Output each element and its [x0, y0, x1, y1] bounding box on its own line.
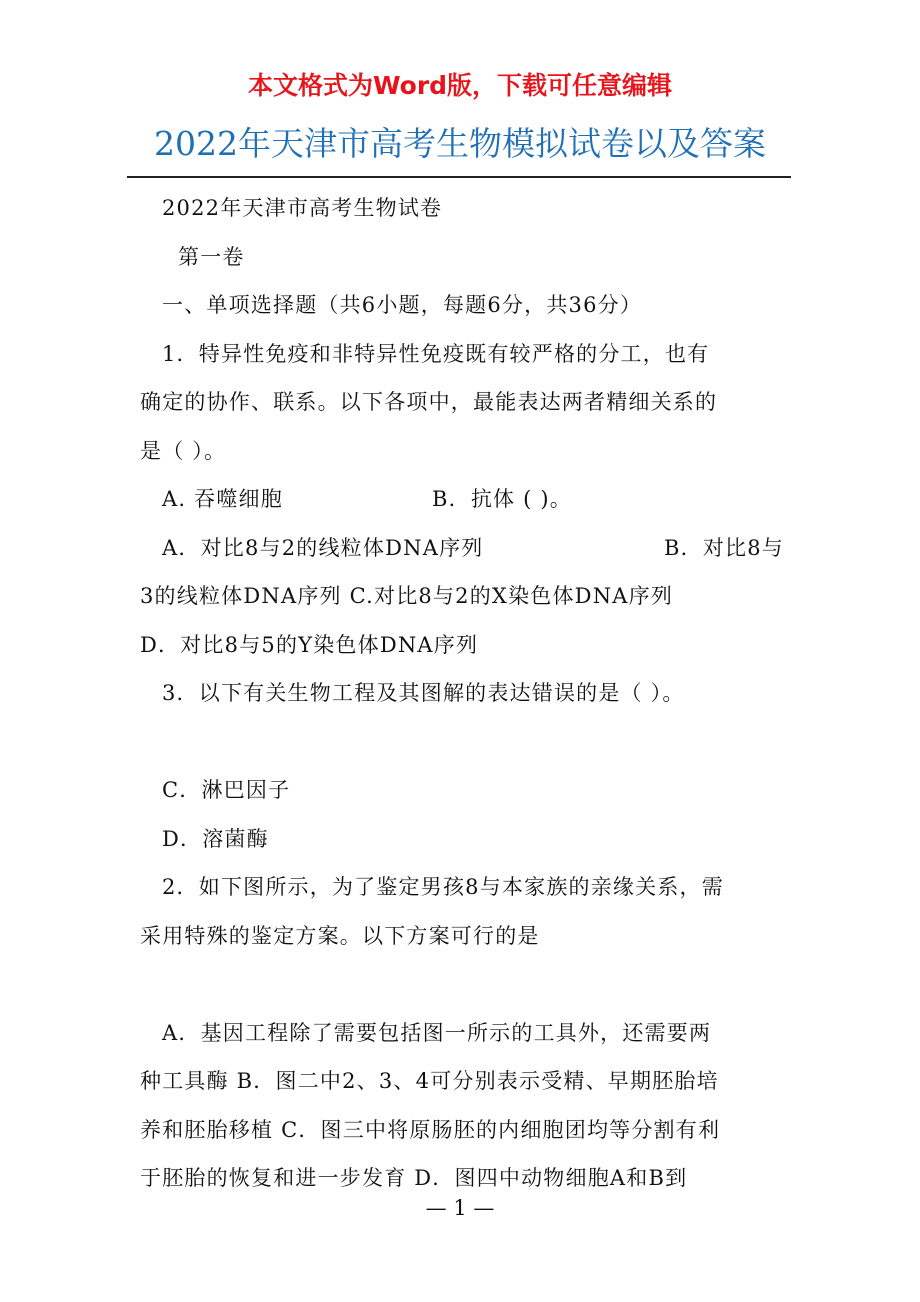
q1-stem-line2: 确定的协作、联系。以下各项中，最能表达两者精细关系的 [140, 390, 718, 414]
q3-options-line4: 于胚胎的恢复和进一步发育 D．图四中动物细胞A和B到 [140, 1166, 688, 1190]
document-title: 2022年天津市高考生物模拟试卷以及答案 [154, 124, 766, 163]
q3-options-line1: A．基因工程除了需要包括图一所示的工具外，还需要两 [162, 1020, 712, 1045]
document-body [140, 184, 784, 1203]
q1-option-c: C．淋巴因子 [162, 778, 291, 802]
q1-option-d: D．溶菌酶 [162, 826, 269, 851]
q1-stem-line1: 1．特异性免疫和非特异性免疫既有较严格的分工，也有 [162, 341, 710, 366]
q2-options-line3: D．对比8与5的Y染色体DNA序列 [140, 632, 479, 657]
q3-stem: 3．以下有关生物工程及其图解的表达错误的是（ ）。 [162, 681, 685, 705]
q1-option-b: B．抗体 ( )。 [432, 487, 572, 511]
q1-options-ab [140, 475, 784, 524]
section-heading: 一、单项选择题（共6小题，每题6分，共36分） [162, 293, 643, 317]
q1-option-a: A. 吞噬细胞 [162, 487, 283, 511]
format-notice: 本文格式为Word版，下载可任意编辑 [247, 71, 673, 100]
q2-options-line1 [140, 524, 784, 573]
q3-options-line3: 养和胚胎移植 C．图三中将原肠胚的内细胞团均等分割有利 [140, 1117, 721, 1142]
q2-stem-line2: 采用特殊的鉴定方案。以下方案可行的是 [140, 923, 540, 948]
volume-heading: 第一卷 [178, 244, 245, 269]
header-divider [127, 176, 791, 178]
q2-options-line2: 3的线粒体DNA序列 C.对比8与2的X染色体DNA序列 [140, 584, 674, 608]
figure-gap [140, 718, 784, 767]
q2-option-b: B．对比8与 [664, 535, 784, 560]
q2-option-a: A．对比8与2的线粒体DNA序列 [162, 535, 484, 560]
q3-options-line2: 种工具酶 B．图二中2、3、4可分别表示受精、早期胚胎培 [140, 1069, 719, 1093]
q1-stem-line3: 是（ ）。 [140, 438, 227, 463]
paper-title: 2022年天津市高考生物试卷 [162, 196, 443, 220]
q2-stem-line1: 2．如下图所示，为了鉴定男孩8与本家族的亲缘关系，需 [162, 875, 724, 899]
figure-gap [140, 960, 784, 1009]
page-number: — 1 — [425, 1196, 495, 1220]
